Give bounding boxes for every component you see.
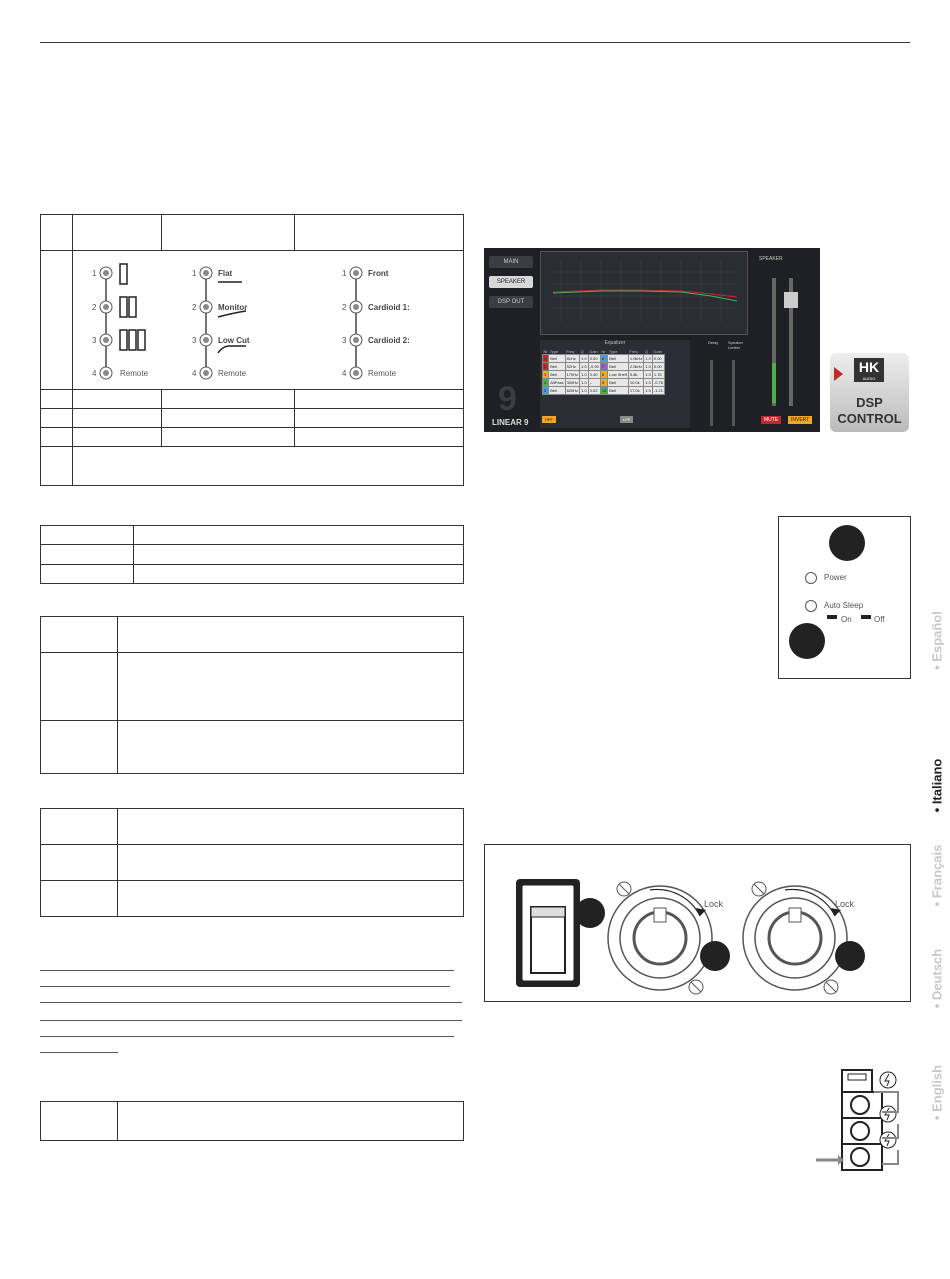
eq-cell[interactable]: 1.0 xyxy=(645,380,651,385)
auto-sleep-label: Auto Sleep xyxy=(824,601,864,610)
eq-header-cell: Freq xyxy=(629,349,638,354)
eq-cell[interactable]: 0.00 xyxy=(588,355,600,363)
svg-text:Remote: Remote xyxy=(218,369,247,378)
svg-text:3: 3 xyxy=(342,336,347,345)
svg-text:2: 2 xyxy=(92,303,97,312)
eq-cell[interactable]: 92Hz xyxy=(565,363,580,371)
eq-header-cell: Gain xyxy=(589,349,598,354)
chevron-right-icon xyxy=(834,367,843,381)
cardioid1-label: Cardioid 1: xyxy=(368,303,410,312)
switch-diagrams xyxy=(73,251,463,389)
lock-label-2: Lock xyxy=(835,899,855,909)
eq-header-cell: Nr xyxy=(543,349,548,354)
hpf-badge[interactable]: HPF xyxy=(542,416,556,423)
table-4 xyxy=(40,808,464,917)
eq-cell[interactable]: 170Hz xyxy=(566,372,579,377)
svg-text:1: 1 xyxy=(342,269,347,278)
eq-cell[interactable]: -0.90 xyxy=(589,364,599,369)
table-5 xyxy=(40,1101,464,1141)
eq-cell[interactable]: 2.0kHz xyxy=(629,364,643,369)
eq-header-cell: Q xyxy=(580,349,584,354)
svg-text:1: 1 xyxy=(92,269,97,278)
powercon-connector-1[interactable] xyxy=(608,882,712,994)
eq-cell[interactable]: 300Hz xyxy=(566,380,579,385)
eq-header-cell: Type xyxy=(549,349,559,354)
power-panel xyxy=(778,516,911,679)
eq-cell[interactable]: Low Shelf xyxy=(609,372,627,377)
table-3 xyxy=(40,616,464,774)
speaker-chain-diagram xyxy=(812,1068,910,1172)
eq-cell[interactable]: Bell xyxy=(608,379,629,387)
monitor-label: Monitor xyxy=(218,303,248,312)
eq-header-cell: Gain xyxy=(653,349,662,354)
nav-speaker[interactable]: SPEAKER xyxy=(489,276,533,288)
top-rule xyxy=(40,42,910,43)
tab-francais[interactable]: • Français xyxy=(929,844,945,907)
power-led-icon xyxy=(805,572,817,584)
eq-cell[interactable]: 1.0 xyxy=(581,388,587,393)
eq-row xyxy=(543,355,665,363)
eq-cell[interactable]: Bell xyxy=(608,387,629,395)
tab-english[interactable]: • English xyxy=(929,1064,945,1121)
callout-circle-2 xyxy=(789,623,825,659)
eq-header-cell: Freq xyxy=(566,349,575,354)
eq-cell[interactable]: 620Hz xyxy=(566,388,579,393)
eq-header-cell: Type xyxy=(608,349,618,354)
svg-text:Remote: Remote xyxy=(368,369,397,378)
power-switch[interactable] xyxy=(516,879,580,987)
eq-cell[interactable]: 1.76 xyxy=(652,371,664,379)
eq-cell[interactable]: 17.0k xyxy=(628,387,643,395)
eq-cell[interactable]: 1.0 xyxy=(645,364,651,369)
model-label: LINEAR 9 xyxy=(492,418,529,427)
eq-cell[interactable]: 1.0 xyxy=(645,356,651,361)
invert-button[interactable]: INVERT xyxy=(788,416,812,424)
equalizer-panel: Equalizer Nr Type Freq Q Gain Nr Type Freq Q Gain 1 Bell 81Hz 1.0 0.00 6 Bell 1.0kHz 1.0 0.00 2 Bell 92Hz 1.0 -0.90 7 Bell 2.0kHz 1.0 0.00 3 Bell 170Hz 1.0 0.40 8 Low Shelf 5.8k 1.0 1.76 4 AllPass 300Hz 1.0 -- 9 Bell 10.0k 1.0 -0.76 5 Bell 620Hz 1.0 0.02 10 Bell 17.0k 1.0 -1.21 HPF LPF xyxy=(540,340,690,428)
on-label: On xyxy=(841,615,852,624)
eq-band-number[interactable]: 7 xyxy=(600,363,607,371)
front-label: Front xyxy=(368,269,389,278)
lock-label-1: Lock xyxy=(704,899,724,909)
dsp-control-logo: HK AUDIO DSP CONTROL xyxy=(830,353,909,432)
eq-cell[interactable]: 1.0 xyxy=(581,364,587,369)
tab-italiano[interactable]: • Italiano xyxy=(929,758,945,813)
eq-band-number[interactable]: 1 xyxy=(543,355,549,363)
eq-cell[interactable]: 0.40 xyxy=(588,371,600,379)
svg-text:4: 4 xyxy=(92,369,97,378)
eq-table xyxy=(542,349,665,395)
flat-label: Flat xyxy=(218,269,233,278)
eq-band-number[interactable]: 8 xyxy=(600,371,607,379)
callout-circle-4 xyxy=(700,941,730,971)
svg-text:3: 3 xyxy=(192,336,197,345)
eq-cell[interactable]: Bell xyxy=(549,363,565,371)
eq-graph xyxy=(540,251,748,335)
eq-band-number[interactable]: 4 xyxy=(543,379,549,387)
fader-knob[interactable] xyxy=(784,292,798,308)
eq-cell[interactable]: -1.21 xyxy=(653,388,663,393)
eq-band-number[interactable]: 9 xyxy=(600,379,607,387)
eq-band-number[interactable]: 6 xyxy=(600,355,607,363)
limiter-slider[interactable] xyxy=(732,360,735,426)
speaker-label: SPEAKER xyxy=(759,256,783,262)
delay-slider[interactable] xyxy=(710,360,713,426)
eq-band-number[interactable]: 2 xyxy=(543,363,549,371)
sleep-switch-icon[interactable] xyxy=(805,600,817,612)
nav-dsp-out[interactable]: DSP OUT xyxy=(489,296,533,308)
eq-header-cell: Q xyxy=(644,349,648,354)
eq-cell[interactable]: 1.0kHz xyxy=(629,356,643,361)
table-2 xyxy=(40,525,464,584)
eq-cell[interactable]: Bell xyxy=(608,363,629,371)
model-number: 9 xyxy=(498,380,517,418)
eq-cell[interactable]: -- xyxy=(588,379,600,387)
eq-cell[interactable]: Bell xyxy=(549,387,565,395)
eq-row xyxy=(543,371,665,379)
power-label: Power xyxy=(824,573,847,582)
eq-cell[interactable]: 1.0 xyxy=(581,380,587,385)
eq-band-number[interactable]: 5 xyxy=(543,387,549,395)
switch-table xyxy=(40,214,464,486)
dsp-screen xyxy=(484,248,820,432)
eq-band-number[interactable]: 3 xyxy=(543,371,549,379)
eq-cell[interactable]: 81Hz xyxy=(565,355,580,363)
nav-main[interactable]: MAIN xyxy=(489,256,533,268)
lpf-badge[interactable]: LPF xyxy=(620,416,633,423)
limiter-label: Speaker Limiter xyxy=(728,340,743,350)
callout-circle-3 xyxy=(575,898,605,928)
eq-cell[interactable]: Bell xyxy=(608,355,629,363)
eq-row xyxy=(543,363,665,371)
hk-brand: HK xyxy=(854,358,884,382)
eq-cell[interactable]: 10.0k xyxy=(628,379,643,387)
delay-label: Delay xyxy=(708,340,719,345)
callout-circle-1 xyxy=(829,525,865,561)
cardioid2-label: Cardioid 2: xyxy=(368,336,410,345)
eq-cell[interactable]: 0.00 xyxy=(652,355,664,363)
tab-deutsch[interactable]: • Deutsch xyxy=(929,948,945,1009)
eq-cell[interactable]: 1.0 xyxy=(645,372,651,377)
eq-cell[interactable]: 1.0 xyxy=(645,388,651,393)
mute-button[interactable]: MUTE xyxy=(761,416,781,424)
eq-cell[interactable]: 1.0 xyxy=(581,356,587,361)
svg-text:2: 2 xyxy=(342,303,347,312)
lowcut-label: Low Cut xyxy=(218,336,250,345)
svg-text:4: 4 xyxy=(342,369,347,378)
lightning-icon xyxy=(880,1072,896,1148)
eq-cell[interactable]: Bell xyxy=(549,355,565,363)
eq-cell[interactable]: Bell xyxy=(549,371,565,379)
tab-espanol[interactable]: • Español xyxy=(929,611,945,670)
svg-text:1: 1 xyxy=(192,269,197,278)
eq-cell[interactable]: -0.76 xyxy=(653,380,663,385)
svg-text:4: 4 xyxy=(192,369,197,378)
eq-cell[interactable]: AllPass xyxy=(550,380,564,385)
eq-header-cell: Nr xyxy=(601,349,606,354)
eq-row xyxy=(543,379,665,387)
eq-cell[interactable]: 0.02 xyxy=(588,387,600,395)
svg-text:2: 2 xyxy=(192,303,197,312)
connector-panel xyxy=(484,844,911,1002)
remote-label-1: Remote xyxy=(120,369,149,378)
powercon-connector-2[interactable] xyxy=(743,882,847,994)
eq-cell[interactable]: 1.0 xyxy=(581,372,587,377)
eq-cell[interactable]: 5.8k xyxy=(628,371,643,379)
off-label: Off xyxy=(874,615,885,624)
svg-text:3: 3 xyxy=(92,336,97,345)
eq-band-number[interactable]: 10 xyxy=(601,388,607,393)
eq-row xyxy=(543,387,665,395)
callout-circle-5 xyxy=(835,941,865,971)
switch-1-1 xyxy=(100,267,112,279)
eq-cell[interactable]: 0.00 xyxy=(652,363,664,371)
